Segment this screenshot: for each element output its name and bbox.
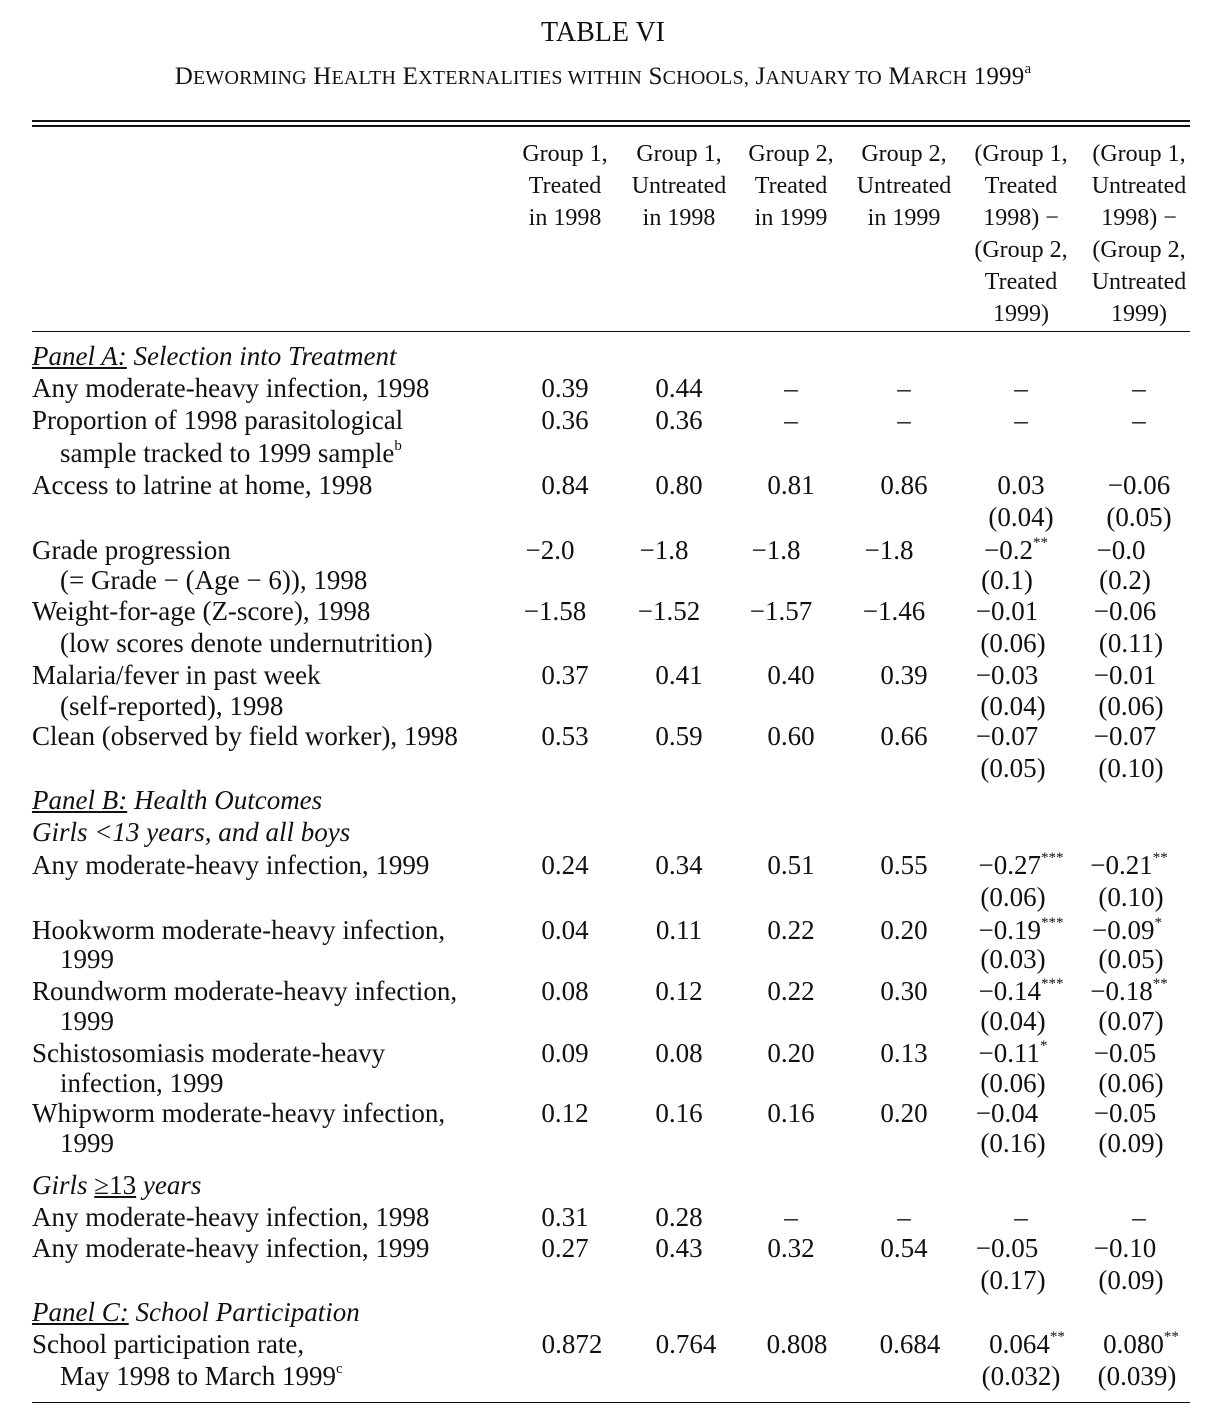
table-cell: −1.46: [862, 596, 926, 626]
table-cell: −0.18**: [1090, 976, 1168, 1006]
std-error: (0.039): [1097, 1361, 1177, 1391]
std-error: (0.07): [1098, 1006, 1164, 1036]
std-error: (0.10): [1098, 882, 1164, 912]
table-cell: –: [1132, 405, 1146, 435]
table-cell: 0.808: [766, 1329, 828, 1359]
table-cell: 0.08: [541, 976, 589, 1006]
table-cell: 0.84: [541, 470, 589, 500]
table-cell: −1.58: [523, 596, 587, 626]
table-cell: 0.22: [767, 976, 815, 1006]
std-error: (0.04): [988, 502, 1054, 532]
table-cell: 0.81: [767, 470, 815, 500]
table-cell: 0.03: [997, 470, 1045, 500]
table-cell: 0.20: [767, 1038, 815, 1068]
table-cell: 0.09: [541, 1038, 589, 1068]
table-cell: −1.57: [749, 596, 813, 626]
col-header-1: Group 1, Treated in 1998: [522, 141, 608, 231]
table-cell: −0.07: [975, 721, 1039, 751]
row-label-cont: (= Grade − (Age − 6)), 1998: [60, 565, 368, 595]
table-cell: –: [784, 405, 798, 435]
table-cell: 0.41: [655, 660, 703, 690]
std-error: (0.06): [980, 882, 1046, 912]
table-cell: 0.54: [880, 1233, 928, 1263]
table-cell: −1.8: [864, 535, 914, 565]
table-cell: 0.28: [655, 1202, 703, 1232]
table-cell: 0.872: [541, 1329, 603, 1359]
col-header-3: Group 2, Treated in 1999: [748, 141, 834, 231]
row-label: Schistosomiasis moderate-heavy: [32, 1038, 386, 1068]
table-cell: –: [897, 1202, 911, 1232]
row-label-cont: 1999: [60, 1006, 114, 1036]
table-cell: 0.27: [541, 1233, 589, 1263]
std-error: (0.09): [1098, 1128, 1164, 1158]
row-label-cont: 1999: [60, 944, 114, 974]
table-cell: 0.22: [767, 915, 815, 945]
table-cell: 0.08: [655, 1038, 703, 1068]
table-cell: 0.80: [655, 470, 703, 500]
table-cell: 0.51: [767, 850, 815, 880]
table-cell: –: [1014, 373, 1028, 403]
row-label: Hookworm moderate-heavy infection,: [32, 915, 446, 945]
table-cell: 0.43: [655, 1233, 703, 1263]
table-cell: −0.21**: [1090, 850, 1168, 880]
table-cell: 0.20: [880, 915, 928, 945]
row-label-cont: (self-reported), 1998: [60, 691, 284, 721]
row-label-cont: 1999: [60, 1128, 114, 1158]
std-error: (0.1): [981, 565, 1033, 595]
table-cell: 0.24: [541, 850, 589, 880]
table-cell: −2.0: [525, 535, 575, 565]
table-cell: 0.04: [541, 915, 589, 945]
table-cell: 0.13: [880, 1038, 928, 1068]
table-cell: −0.05: [1093, 1098, 1157, 1128]
table-cell: −1.52: [637, 596, 701, 626]
table-cell: 0.12: [541, 1098, 589, 1128]
table-cell: −0.05: [1093, 1038, 1157, 1068]
row-label: Any moderate-heavy infection, 1998: [32, 1202, 430, 1232]
std-error: (0.2): [1099, 565, 1151, 595]
table-cell: 0.44: [655, 373, 703, 403]
table-cell: 0.60: [767, 721, 815, 751]
subgroup-heading: Girls <13 years, and all boys: [32, 817, 351, 847]
row-label: Roundworm moderate-heavy infection,: [32, 976, 458, 1006]
table-cell: –: [1014, 405, 1028, 435]
table-cell: –: [897, 373, 911, 403]
table-cell: 0.34: [655, 850, 703, 880]
table-cell: −0.11*: [978, 1038, 1048, 1068]
row-label: Any moderate-heavy infection, 1999: [32, 850, 430, 880]
table-cell: 0.39: [880, 660, 928, 690]
table-cell: 0.86: [880, 470, 928, 500]
table-cell: 0.080**: [1103, 1329, 1179, 1359]
col-header-5: (Group 1, Treated 1998) − (Group 2, Treated 1999): [974, 141, 1068, 327]
table-cell: 0.11: [655, 915, 703, 945]
panel-b-heading: Panel B: Health Outcomes: [32, 785, 323, 815]
std-error: (0.04): [980, 1006, 1046, 1036]
table-cell: −1.8: [639, 535, 689, 565]
row-label-cont: (low scores denote undernutrition): [60, 628, 433, 658]
table-cell: −0.03: [975, 660, 1039, 690]
table-subtitle: DEWORMING HEALTH EXTERNALITIES WITHIN SCHOOLS, JANUARY TO MARCH 1999$^a$: [174, 60, 1032, 90]
table-cell: −0.01: [975, 596, 1039, 626]
table-cell: –: [784, 373, 798, 403]
std-error: (0.03): [980, 944, 1046, 974]
table-cell: –: [897, 405, 911, 435]
header-rule: [32, 331, 1190, 332]
table-cell: 0.59: [655, 721, 703, 751]
table-cell: −0.07: [1093, 721, 1157, 751]
col-header-2: Group 1, Untreated in 1998: [631, 141, 727, 231]
table-cell: −0.06: [1093, 596, 1157, 626]
std-error: (0.05): [980, 753, 1046, 783]
table-cell: 0.16: [655, 1098, 703, 1128]
std-error: (0.06): [980, 628, 1046, 658]
table-cell: 0.32: [767, 1233, 815, 1263]
row-label: Grade progression: [32, 535, 231, 565]
top-rule-2: [32, 125, 1190, 127]
row-label-cont: May 1998 to March 1999$^c$: [60, 1361, 343, 1391]
table-cell: 0.36: [655, 405, 703, 435]
row-label: School participation rate,: [32, 1329, 305, 1359]
table-cell: 0.37: [541, 660, 589, 690]
std-error: (0.05): [1106, 502, 1172, 532]
table-cell: −0.27***: [978, 850, 1064, 880]
row-label: Proportion of 1998 parasitological: [32, 405, 404, 435]
table-cell: −0.05: [975, 1233, 1039, 1263]
row-label: Weight-for-age (Z-score), 1998: [32, 596, 371, 626]
std-error: (0.06): [1098, 691, 1164, 721]
table-cell: –: [784, 1202, 798, 1232]
panel-c-heading: Panel C: School Participation: [32, 1297, 360, 1327]
table-cell: −0.0: [1096, 535, 1146, 565]
table-cell: −0.14***: [978, 976, 1064, 1006]
table-cell: 0.30: [880, 976, 928, 1006]
table-cell: 0.55: [880, 850, 928, 880]
bottom-rule: [32, 1402, 1190, 1403]
table-cell: 0.31: [541, 1202, 589, 1232]
table-cell: 0.39: [541, 373, 589, 403]
std-error: (0.04): [980, 691, 1046, 721]
table-cell: 0.764: [655, 1329, 717, 1359]
std-error: (0.06): [1098, 1068, 1164, 1098]
row-label: Clean (observed by field worker), 1998: [32, 721, 458, 751]
top-rule-1: [32, 120, 1190, 122]
table-cell: −0.19***: [978, 915, 1064, 945]
table-cell: –: [1132, 1202, 1146, 1232]
std-error: (0.09): [1098, 1265, 1164, 1295]
footnote-marker: a: [1024, 60, 1032, 77]
table-cell: −0.06: [1107, 470, 1171, 500]
table-cell: 0.36: [541, 405, 589, 435]
std-error: (0.05): [1098, 944, 1164, 974]
table-cell: 0.064**: [989, 1329, 1065, 1359]
row-label: Malaria/fever in past week: [32, 660, 321, 690]
table-cell: –: [1014, 1202, 1028, 1232]
table-cell: –: [1132, 373, 1146, 403]
table-cell: −0.2**: [984, 535, 1048, 565]
table-cell: −0.09*: [1092, 915, 1162, 945]
table-cell: 0.53: [541, 721, 589, 751]
table-cell: 0.20: [880, 1098, 928, 1128]
panel-a-heading: Panel A: Selection into Treatment: [32, 341, 397, 371]
row-label: Any moderate-heavy infection, 1999: [32, 1233, 430, 1263]
row-label: Whipworm moderate-heavy infection,: [32, 1098, 446, 1128]
col-header-6: (Group 1, Untreated 1998) − (Group 2, Untreated 1999): [1091, 141, 1187, 327]
table-cell: 0.12: [655, 976, 703, 1006]
table-cell: −0.10: [1093, 1233, 1157, 1263]
subgroup-heading: Girls ≥13 years: [32, 1170, 202, 1200]
col-header-4: Group 2, Untreated in 1999: [856, 141, 952, 231]
std-error: (0.06): [980, 1068, 1046, 1098]
table-title: TABLE VI: [540, 17, 665, 48]
table-cell: 0.684: [879, 1329, 941, 1359]
table-cell: −0.04: [975, 1098, 1039, 1128]
table-cell: −1.8: [751, 535, 801, 565]
std-error: (0.11): [1098, 628, 1164, 658]
row-label-cont: sample tracked to 1999 sample$^b$: [60, 438, 402, 468]
row-label: Any moderate-heavy infection, 1998: [32, 373, 430, 403]
std-error: (0.17): [980, 1265, 1046, 1295]
row-label-cont: infection, 1999: [60, 1068, 224, 1098]
table-cell: 0.66: [880, 721, 928, 751]
std-error: (0.032): [981, 1361, 1061, 1391]
table-cell: 0.40: [767, 660, 815, 690]
std-error: (0.10): [1098, 753, 1164, 783]
std-error: (0.16): [980, 1128, 1046, 1158]
table-cell: −0.01: [1093, 660, 1157, 690]
table-cell: 0.16: [767, 1098, 815, 1128]
row-label: Access to latrine at home, 1998: [32, 470, 373, 500]
